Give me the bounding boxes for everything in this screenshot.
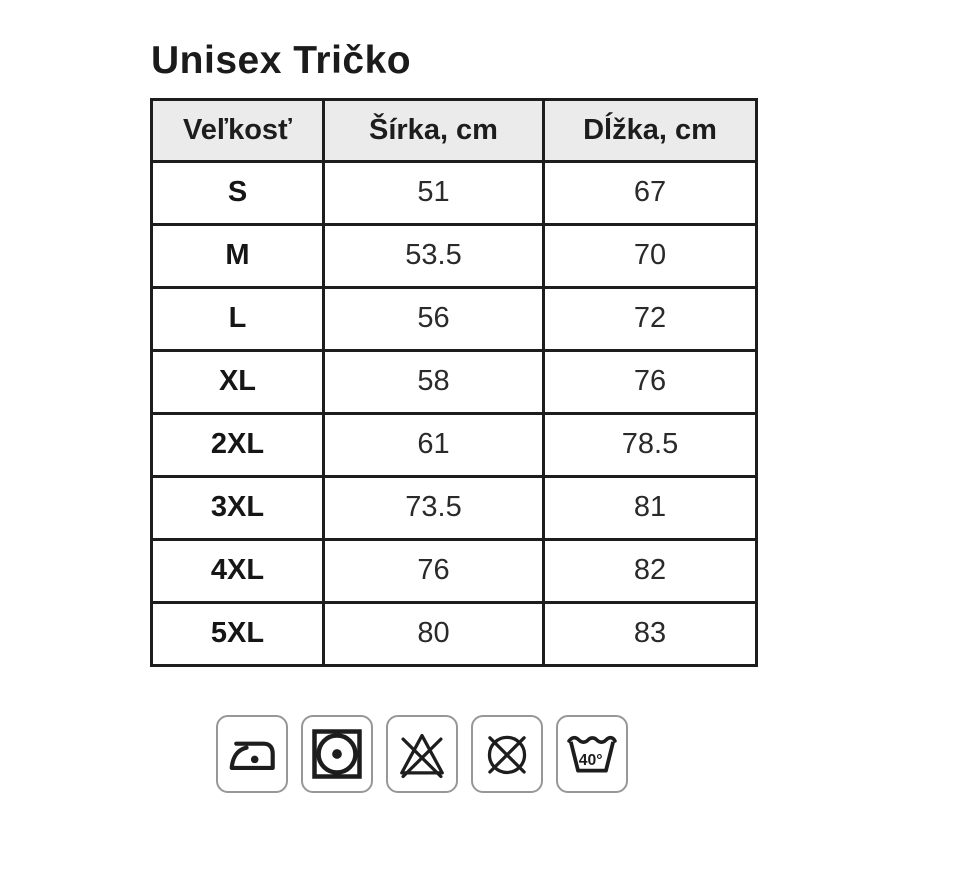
size-cell: 4XL [152, 539, 324, 602]
length-cell: 83 [544, 602, 757, 665]
length-cell: 82 [544, 539, 757, 602]
width-cell: 53.5 [324, 224, 544, 287]
size-cell: M [152, 224, 324, 287]
table-row [152, 224, 757, 287]
do-not-dry-clean-icon [480, 727, 534, 781]
length-cell: 72 [544, 287, 757, 350]
width-cell: 51 [324, 161, 544, 224]
care-symbol-do-not-dry-clean [471, 715, 543, 793]
care-symbol-do-not-bleach [386, 715, 458, 793]
size-cell: XL [152, 350, 324, 413]
width-cell: 56 [324, 287, 544, 350]
care-symbol-iron-low [216, 715, 288, 793]
size-cell: S [152, 161, 324, 224]
size-cell: 3XL [152, 476, 324, 539]
column-header-size: Veľkosť [152, 99, 324, 161]
width-cell: 61 [324, 413, 544, 476]
width-cell: 76 [324, 539, 544, 602]
column-header-length: Dĺžka, cm [544, 99, 757, 161]
table-row [152, 476, 757, 539]
size-cell: 2XL [152, 413, 324, 476]
length-cell: 70 [544, 224, 757, 287]
table-row [152, 287, 757, 350]
page-title: Unisex Tričko [151, 39, 412, 82]
column-header-width: Šírka, cm [324, 99, 544, 161]
care-symbol-wash-40 [556, 715, 628, 793]
care-symbol-tumble-dry [301, 715, 373, 793]
size-chart-table [150, 98, 758, 667]
table-row [152, 602, 757, 665]
machine-wash-40-icon [565, 727, 619, 781]
tumble-dry-icon [310, 727, 364, 781]
width-cell: 80 [324, 602, 544, 665]
table-row [152, 161, 757, 224]
size-cell: L [152, 287, 324, 350]
iron-low-icon [225, 727, 279, 781]
length-cell: 78.5 [544, 413, 757, 476]
wash-temperature-label: 40° [578, 751, 603, 769]
length-cell: 67 [544, 161, 757, 224]
header-row [152, 99, 757, 161]
table-row [152, 539, 757, 602]
do-not-bleach-icon [395, 727, 449, 781]
size-cell: 5XL [152, 602, 324, 665]
width-cell: 58 [324, 350, 544, 413]
length-cell: 81 [544, 476, 757, 539]
table-row [152, 413, 757, 476]
length-cell: 76 [544, 350, 757, 413]
table-row [152, 350, 757, 413]
care-symbols-row [216, 715, 960, 793]
width-cell: 73.5 [324, 476, 544, 539]
